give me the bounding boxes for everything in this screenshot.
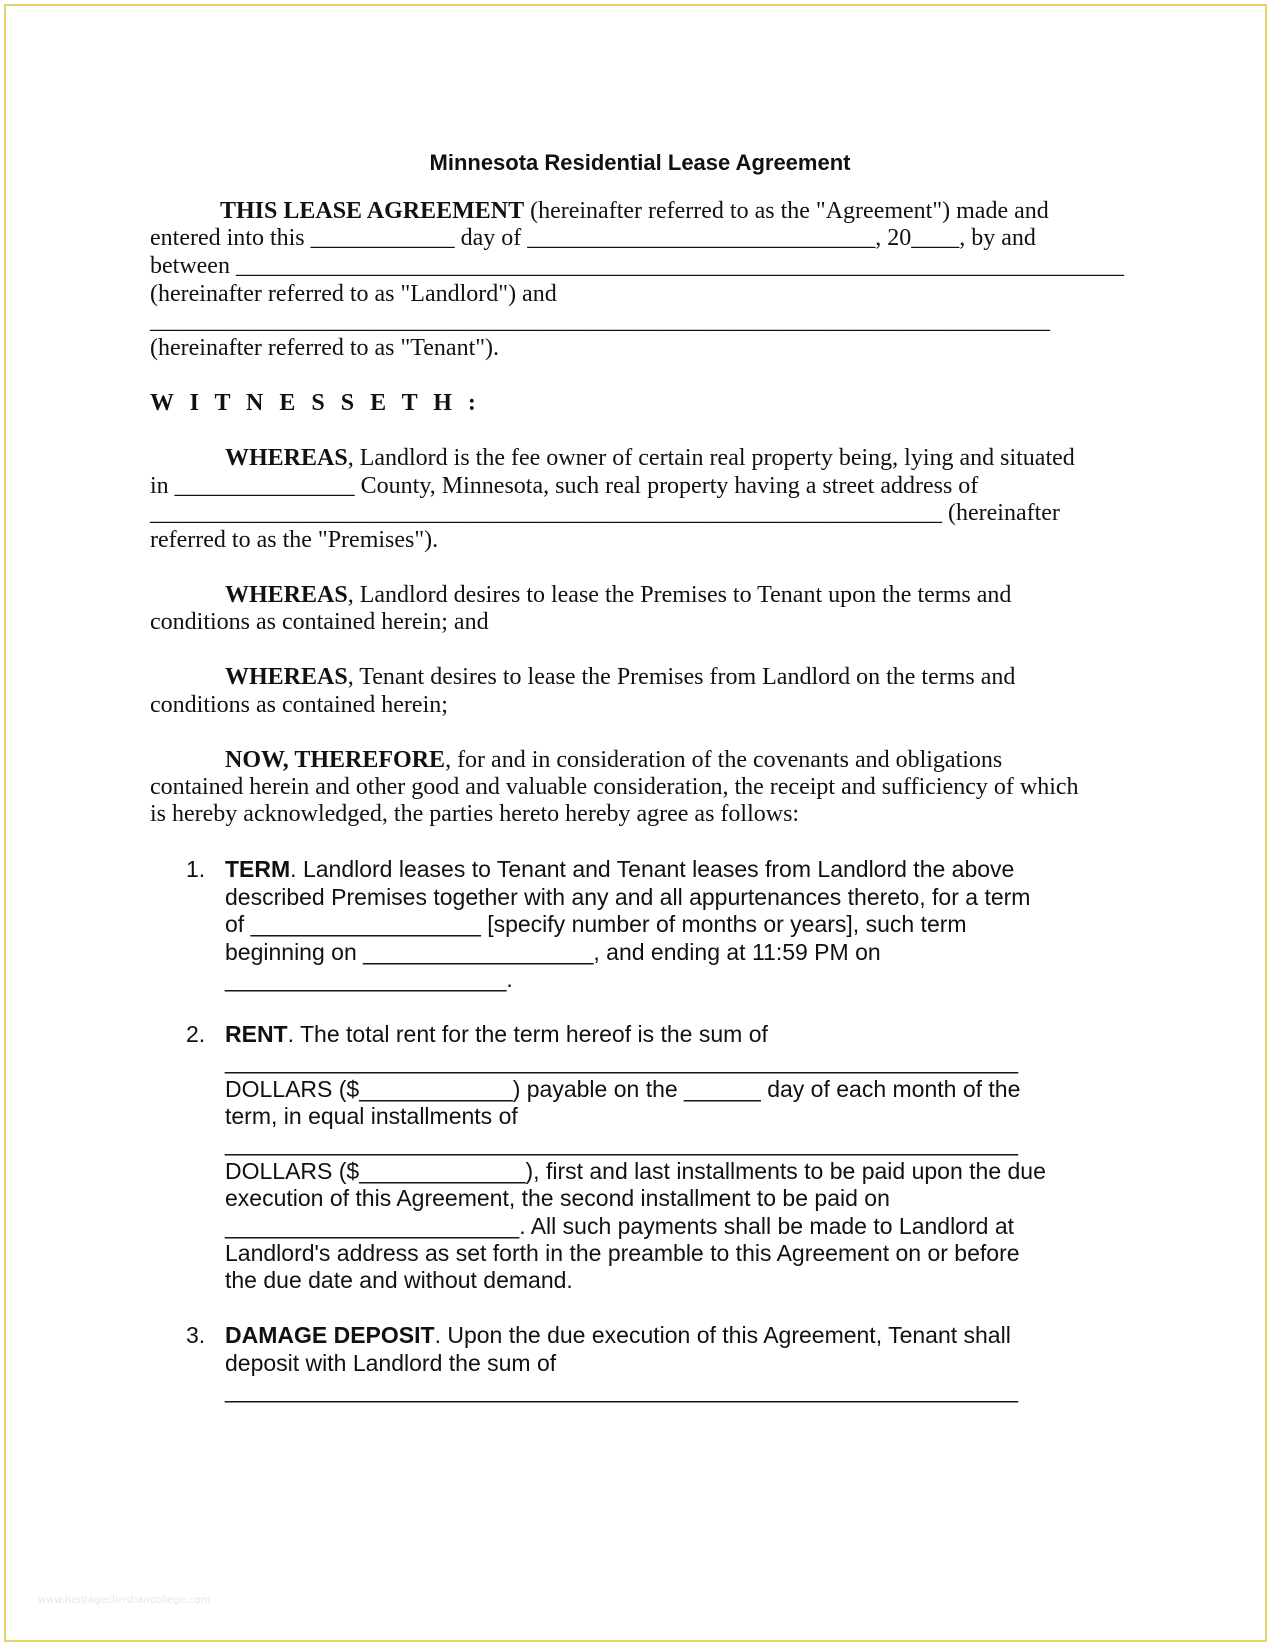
section-number-deposit: 3. — [186, 1322, 206, 1348]
intro-line-5: ___________________________________________________________________________ — [150, 308, 1050, 334]
section-number-term: 1. — [186, 856, 206, 882]
deposit-line-3: ______________________________________________________________ — [225, 1377, 1019, 1403]
whereas-2-line-1: WHEREAS, Landlord desires to lease the Premises to Tenant upon the terms and — [225, 582, 1012, 608]
document-title: Minnesota Residential Lease Agreement — [429, 150, 851, 175]
whereas-1-line-1: WHEREAS, Landlord is the fee owner of certain real property being, lying and situated — [225, 445, 1075, 471]
intro-line-1: THIS LEASE AGREEMENT (hereinafter referred to as the "Agreement") made and — [220, 198, 1049, 224]
term-line-4: beginning on __________________, and ending at 11:59 PM on — [225, 939, 881, 965]
rent-heading: RENT — [225, 1021, 288, 1047]
whereas-1-line-2: in _______________ County, Minnesota, such real property having a street address of — [150, 473, 979, 499]
witnesseth-heading: W I T N E S S E T H : — [150, 390, 481, 416]
rent-line-8: _______________________. All such payments shall be made to Landlord at — [225, 1213, 1014, 1239]
intro-line-3: between __________________________________________________________________________ — [150, 253, 1124, 279]
intro-bold: THIS LEASE AGREEMENT — [220, 198, 525, 224]
therefore-line-3: is hereby acknowledged, the parties hereto hereby agree as follows: — [150, 801, 800, 827]
therefore-line-1: NOW, THEREFORE, for and in consideration of the covenants and obligations — [225, 747, 1003, 773]
term-heading: TERM — [225, 856, 291, 882]
whereas-3-line-2: conditions as contained herein; — [150, 692, 448, 718]
rent-line-10: the due date and without demand. — [225, 1267, 573, 1293]
term-line-5: ______________________. — [225, 966, 513, 992]
term-line-1: TERM. Landlord leases to Tenant and Tenant leases from Landlord the above — [225, 856, 1015, 882]
rent-line-5: ______________________________________________________________ — [225, 1130, 1019, 1156]
watermark-text: www.heritagechristiancollege.com — [38, 1595, 211, 1606]
whereas-3-line-1: WHEREAS, Tenant desires to lease the Premises from Landlord on the terms and — [225, 664, 1016, 690]
whereas-1-line-3: __________________________________________________________________ (hereinafter — [150, 500, 1060, 526]
rent-line-1: RENT. The total rent for the term hereof is the sum of — [225, 1021, 768, 1047]
term-line-2: described Premises together with any and all appurtenances thereto, for a term — [225, 884, 1031, 910]
whereas-1-line-4: referred to as the "Premises"). — [150, 527, 439, 553]
term-line-3: of __________________ [specify number of months or years], such term — [225, 911, 967, 937]
rent-line-4: term, in equal installments of — [225, 1103, 518, 1129]
intro-line-2: entered into this ____________ day of _____________________________, 20____, by and — [150, 225, 1036, 251]
rent-line-2: ______________________________________________________________ — [225, 1048, 1019, 1074]
section-number-rent: 2. — [186, 1021, 206, 1047]
rent-line-7: execution of this Agreement, the second installment to be paid on — [225, 1185, 890, 1211]
whereas-2-line-2: conditions as contained herein; and — [150, 609, 489, 635]
intro-line-4: (hereinafter referred to as "Landlord") and — [150, 281, 557, 307]
intro-line-6: (hereinafter referred to as "Tenant"). — [150, 335, 500, 361]
deposit-line-2: deposit with Landlord the sum of — [225, 1350, 557, 1376]
deposit-heading: DAMAGE DEPOSIT — [225, 1322, 435, 1348]
rent-line-9: Landlord's address as set forth in the preamble to this Agreement on or before — [225, 1240, 1020, 1266]
therefore-line-2: contained herein and other good and valuable consideration, the receipt and sufficiency of which — [150, 774, 1079, 800]
rent-line-6: DOLLARS ($_____________), first and last installments to be paid upon the due — [225, 1158, 1046, 1184]
rent-line-3: DOLLARS ($____________) payable on the ______ day of each month of the — [225, 1076, 1021, 1102]
deposit-line-1: DAMAGE DEPOSIT. Upon the due execution of this Agreement, Tenant shall — [225, 1322, 1011, 1348]
